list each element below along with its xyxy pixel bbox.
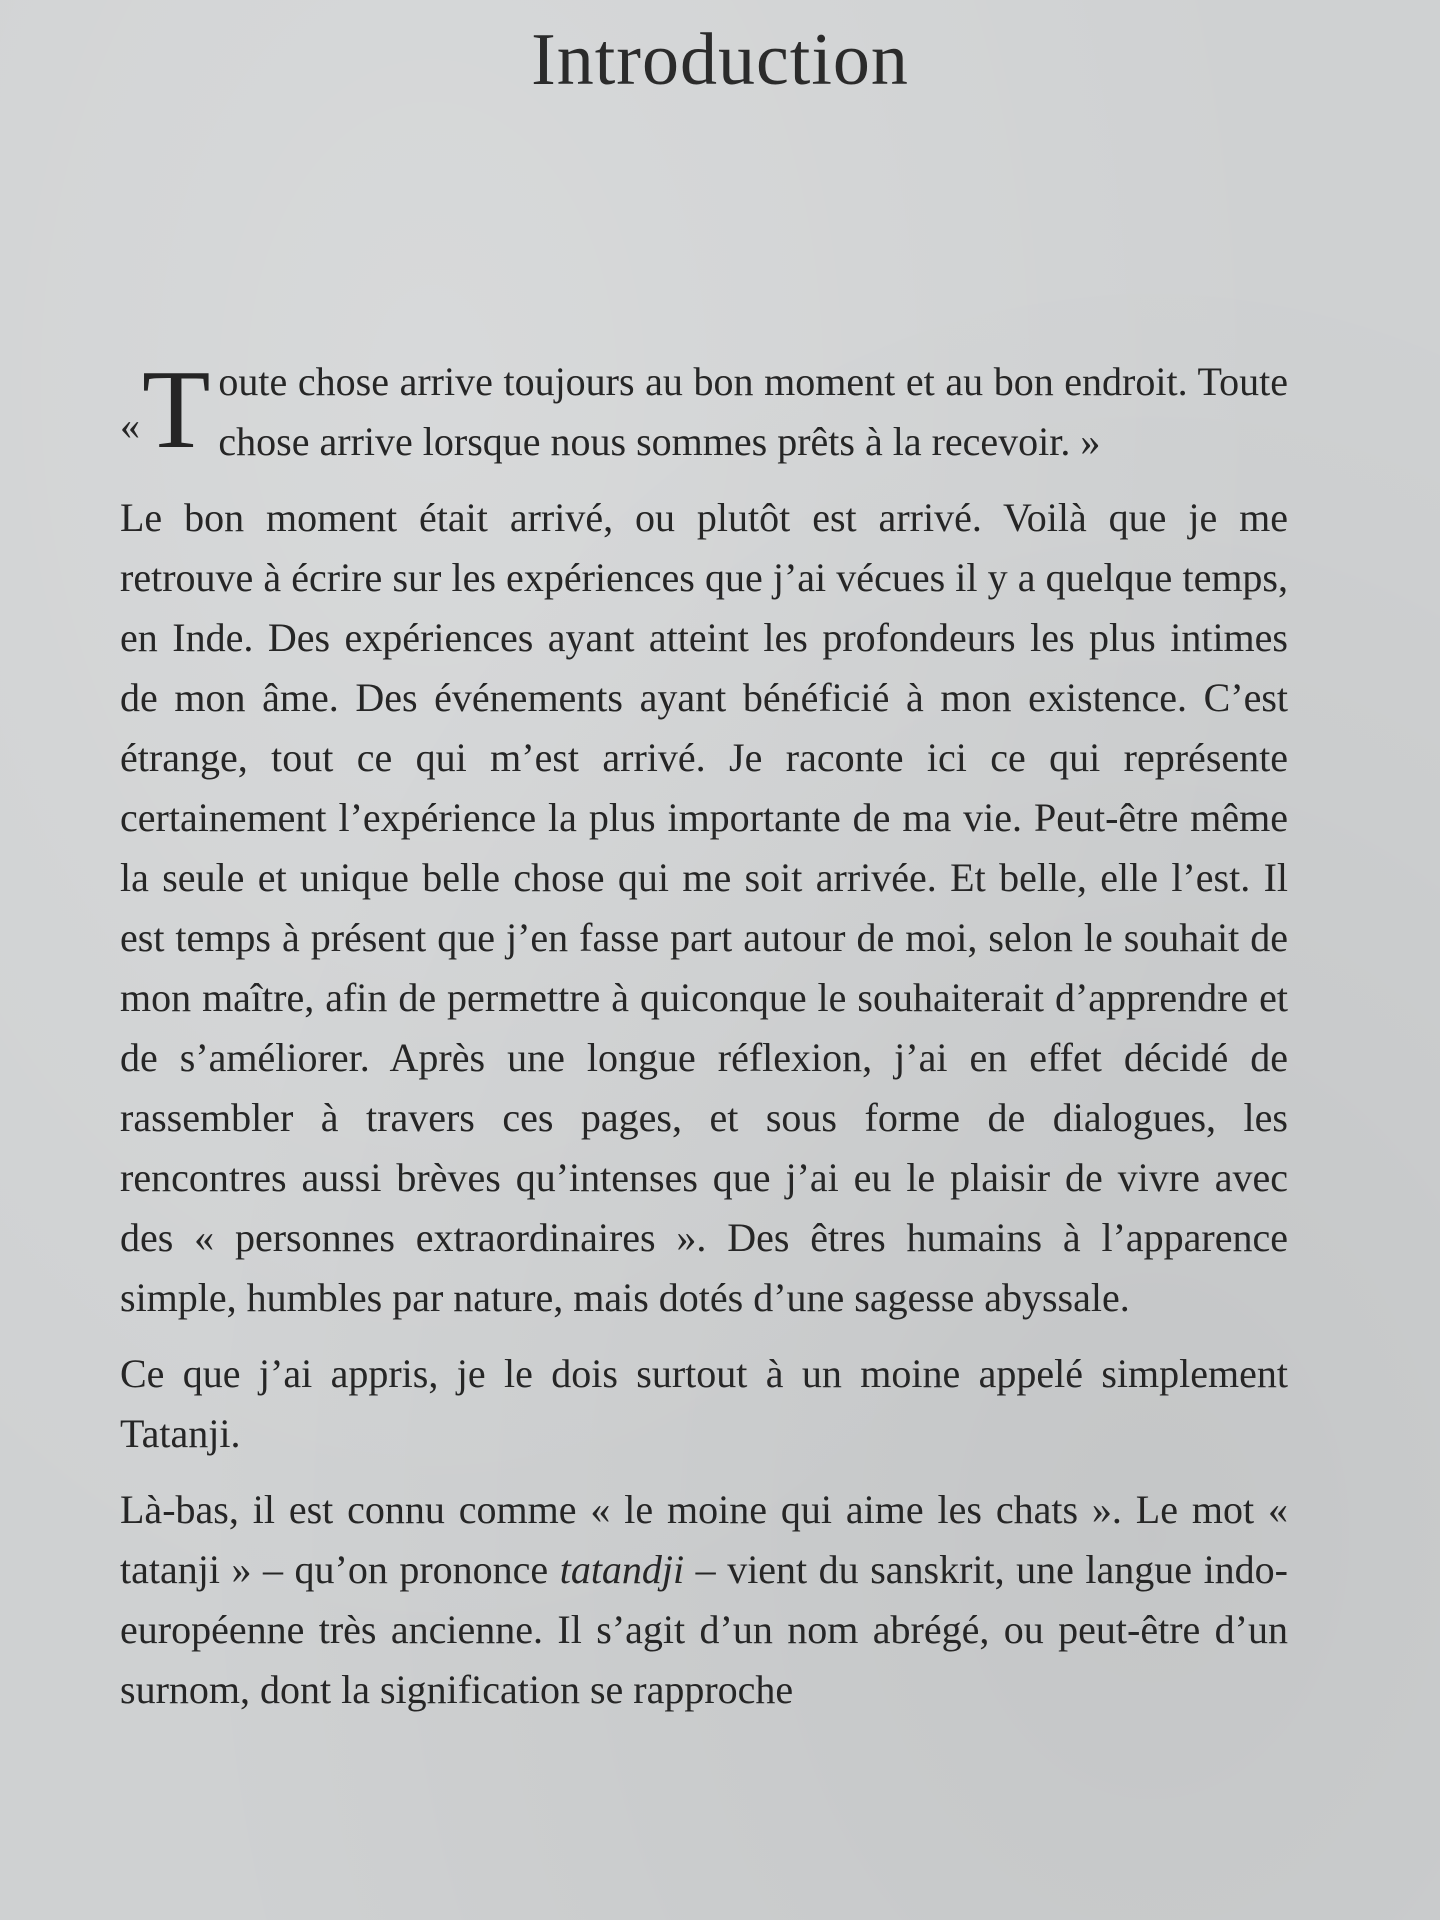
chapter-title: Introduction xyxy=(531,19,909,101)
paragraph-1: Le bon moment était arrivé, ou plutôt est arrivé. Voilà que je me retrouve à écrire sur les expériences que j’ai vécues il y a quelque temps, en Inde. Des expériences ayant atteint les profondeurs les plus intimes de mon âme. Des événements ayant bénéficié à mon existence. C’est étrange, tout ce qui m’est arrivé. Je raconte ici ce qui représente certainement l’expérience la plus importante de ma vie. Peut-être même la seule et unique belle chose qui me soit arrivée. Et belle, elle l’est. Il est temps à présent que j’en fasse part autour de moi, selon le souhait de mon maître, afin de permettre à quiconque le souhaiterait d’apprendre et de s’améliorer. Après une longue réflexion, j’ai en effet décidé de rassembler à travers ces pages, et sous forme de dialogues, les rencontres aussi brèves qu’intenses que j’ai eu le plaisir de vivre avec des « personnes extraordinaires ». Des êtres humains à l’apparence simple, humbles par nature, mais dotés d’une sagesse abyssale. xyxy=(120,495,1288,1320)
body-text xyxy=(120,348,1288,1736)
opening-paragraph xyxy=(120,348,1288,472)
opening-text: oute chose arrive toujours au bon moment et au bon endroit. Toute chose arrive lorsque nous sommes prêts à la recevoir. » xyxy=(218,359,1288,464)
paragraph-3-end: – vient du sanskrit, une langue indo-européenne très ancienne. Il s’agit d’un nom abrégé, ou peut-être d’un surnom, dont la signification se rapproche xyxy=(120,1547,1288,1712)
paragraph-3-start: Là-bas, il est connu comme « le moine qui aime les chats ». Le mot « tatanji » – qu’on prononce xyxy=(120,1487,1288,1592)
drop-cap: T xyxy=(142,348,211,472)
pronunciation-italic: tatandji xyxy=(559,1547,685,1592)
opening-quote-mark: « xyxy=(120,403,140,448)
paragraph-3 xyxy=(120,1480,1288,1720)
paragraph-2: Ce que j’ai appris, je le dois surtout à un moine appelé simplement Tatanji. xyxy=(120,1351,1288,1456)
